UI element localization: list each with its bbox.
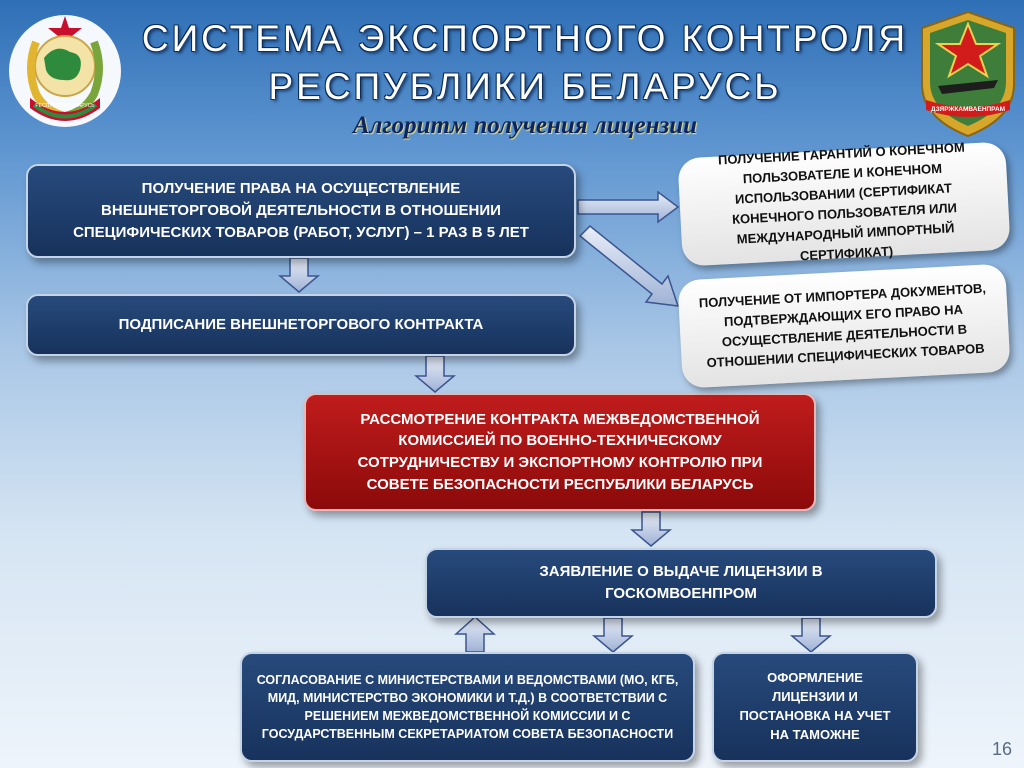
box-commission-text: РАССМОТРЕНИЕ КОНТРАКТА МЕЖВЕДОМСТВЕННОЙ КОМИССИЕЙ ПО ВОЕННО-ТЕХНИЧЕСКОМУ СОТРУДНИЧЕСТВУ И ЭКСПОРТНОМУ КОНТРОЛЮ ПРИ СОВЕТЕ БЕЗОПАСНОСТИ РЕСПУБЛИКИ БЕЛАРУСЬ xyxy=(357,410,763,493)
arrow-diagonal-importer xyxy=(580,226,678,306)
subtitle: Алгоритм получения лицензии xyxy=(352,112,698,139)
arrow-down-agreement xyxy=(594,618,632,652)
box-commission xyxy=(304,393,816,511)
arrow-down-1 xyxy=(280,258,318,292)
box-agreement-text: СОГЛАСОВАНИЕ С МИНИСТЕРСТВАМИ И ВЕДОМСТВАМИ (МО, КГБ, МИД, МИНИСТЕРСТВО ЭКОНОМИКИ И Т.Д.) В СООТВЕТСТВИИ С РЕШЕНИЕМ МЕЖВЕДОМСТВЕННОЙ КОМИССИИ И С ГОСУДАРСТВЕННЫМ СЕКРЕТАРИАТОМ СОВЕТА БЕЗОПАСНОСТИ xyxy=(256,672,679,742)
note-guarantees xyxy=(677,141,1010,266)
note-importer-docs xyxy=(677,263,1010,388)
note-guarantees-text: ПОЛУЧЕНИЕ ГАРАНТИЙ О КОНЕЧНОМ ПОЛЬЗОВАТЕЛЕ И КОНЕЧНОМ ИСПОЛЬЗОВАНИИ (СЕРТИФИКАТ КОНЕЧНОГО ПОЛЬЗОВАТЕЛЯ ИЛИ МЕЖДУНАРОДНЫЙ ИМПОРТНЫЙ СЕРТИФИКАТ) xyxy=(717,139,966,264)
box-agreement xyxy=(240,652,695,762)
box-application-text: ЗАЯВЛЕНИЕ О ВЫДАЧЕ ЛИЦЕНЗИИ В ГОСКОМВОЕНПРОМ xyxy=(539,563,823,602)
box-issuance-text: ОФОРМЛЕНИЕ ЛИЦЕНЗИИ И ПОСТАНОВКА НА УЧЕТ НА ТАМОЖНЕ xyxy=(739,670,891,742)
arrow-right-guarantees xyxy=(578,192,678,222)
badge-ribbon-text: ДЗЯРЖКАМВАЕНПРАМ xyxy=(930,106,1006,113)
page-number: 16 xyxy=(991,739,1012,759)
box-issuance xyxy=(712,652,918,762)
emblem-ribbon-text: РЕСПУБЛІКА БЕЛАРУСЬ xyxy=(35,103,95,109)
box-rights xyxy=(26,164,576,258)
arrow-down-3 xyxy=(632,512,670,546)
arrow-up-agreement xyxy=(456,617,494,652)
title-line-1: СИСТЕМА ЭКСПОРТНОГО КОНТРОЛЯ xyxy=(141,18,909,59)
box-contract xyxy=(26,294,576,356)
note-importer-docs-text: ПОЛУЧЕНИЕ ОТ ИМПОРТЕРА ДОКУМЕНТОВ, ПОДТВЕРЖДАЮЩИХ ЕГО ПРАВО НА ОСУЩЕСТВЛЕНИЕ ДЕЯТЕЛЬНОСТИ В ОТНОШЕНИИ СПЕЦИФИЧЕСКИХ ТОВАРОВ xyxy=(698,280,987,371)
box-contract-text: ПОДПИСАНИЕ ВНЕШНЕТОРГОВОГО КОНТРАКТА xyxy=(118,316,484,333)
arrow-down-issuance xyxy=(792,618,830,652)
title-line-2: РЕСПУБЛИКИ БЕЛАРУСЬ xyxy=(268,66,782,107)
box-rights-text: ПОЛУЧЕНИЕ ПРАВА НА ОСУЩЕСТВЛЕНИЕ ВНЕШНЕТОРГОВОЙ ДЕЯТЕЛЬНОСТИ В ОТНОШЕНИИ СПЕЦИФИЧЕСКИХ ТОВАРОВ (РАБОТ, УСЛУГ) – 1 РАЗ В 5 ЛЕТ xyxy=(73,180,529,241)
arrow-down-2 xyxy=(416,356,454,392)
box-application xyxy=(425,548,937,618)
